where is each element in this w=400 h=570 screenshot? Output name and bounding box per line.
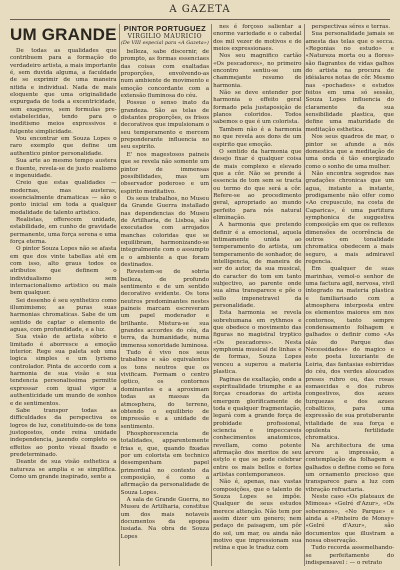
paragraph: Revestem-se de sobria belleza, de profundo sentimento e de um sentido decorativo evidente. Os tons neutros predominantes nestes paineis marcam escreveram um papel moderador e brilhante. Mistura-se sua grandes accordes do céu, da terra, da humanidade, numa immensa sonoridade luminosa. — [120, 269, 210, 349]
paragraph: De todas as qualidades que contribuem para a formação do verdadeiro artista, a mais importante é, sem duvida alguma, a faculdade de se exprimir de uma maneira nitida e individual. Nada de mais eloquente que uma originalidade expurgada de toda a excentricidade, sem exageros, sem formulas pre-estabelecidas, tendo para o ineditismo meios expressivos e fulgente simplicidade. — [10, 48, 117, 135]
article-header — [121, 24, 209, 46]
column-1 — [10, 24, 117, 566]
paragraph: Os seus trabalhos, no Museu da Grande Guerra installado nas dependencias do Museu de Artilharia, de Lisboa, são executados com arrojados manchas coloridas que se equilibram, harmonizando-se integralmente com o assumpto e o ambiente a que foram destinados. — [120, 195, 210, 268]
paragraph: O pintor Souza Lopes não se afasta em que dos vinte tabellas até em com isso, alto graus todos os atributos que definem o individualismo sem internacionalismo artistico ou mais bem qualquer. — [10, 246, 117, 297]
paragraph: Não é, apenas, nas vastas composições, que o talento de Souza Lopes se impõe. Qualquer de seus estudos merece attenção. Não tem por assim dizer um genero; nem pedaço de paisagem, um pôr do sol, um mar, ou ainda não motivo que impressionam sua retina e que le traduz com — [213, 479, 302, 552]
paragraph: Tudo é vivo nos seus trabalhos e são equivalentes os tons neutros que os vivificam. Formam o centro optico, os contornos dominantes e a aproximam todas as massas da atmosphera, do terreno, obtendo o equilibrio de impressão e a unidade de sentimento. — [120, 350, 210, 430]
paragraph: perspectivas séres e terras. — [311, 24, 390, 30]
paragraph: Não encontra segredos nas gradações chronicas que um agua, instante a instante, prodigamente não olfer como «Ao crepusculo, na costa de Caparica», é uma partitura symphonica de suggestiva composição em que os reflexos dimensões de ocorrência de outros em tonalidade chromatica obedecem a mais seguro, a mais admiravel regencia. — [305, 170, 394, 265]
paragraph: O sentido da harmonia que desejo fixar é qualquer coisa de mais complexo e elevado que a côr. Não se prende á essencia de tom sem se tracta ou termo do que será a côr. Refere-se ao procedimento geral, apropriado ao mundo perfeito para nós natural eliminação. — [213, 148, 302, 221]
paragraph: Sabe transpor todas as difficuldades da perspectiva os logros de luz, constituindo-os de tons justopostos, onde reina unidade independencia, jazendo completo os effeitos ao ponto visual fixado e predeterminado. — [10, 407, 117, 458]
article-title: PINTOR PORTUGUEZ — [123, 24, 206, 33]
masthead-rule — [10, 19, 390, 20]
paragraph: Possue o senso inato da grandeza. São as telas de distantes proporções, os frisos decorativos que impulsionam o seu temperamento e mercem preponderante influencia no seu espirito. — [120, 100, 210, 151]
paragraph: Neste caso «Os plateaux de Mimosa» «Gelré d'Azur», «Os soberanos», «No Parque» e ainda a «Pinheiro de Monsy» «Gelré d'Azur», são documentos que illustram a nossa observação. — [305, 494, 394, 545]
paragraph: Sua personalidade jamais se amesta das telas que o secca. «Regonias no estudo» e «Natureza morta ou a flores» são flagrantes de vidas galhos do artista na procura de idéialares notas de côr. Mesmo nas «pochades» e estudos feitos em uma só sessão, Souza Lopes influencia do claramente da sua sensibilidade plastica, que define uma maturidade de meditação esthetica. — [305, 31, 394, 133]
paragraph: Na architectura de uma arvore a impressão, a contemplação da folhagem e galhados o define como se fora um ornamento precioso que transparece para a luz com vibração refractaria. — [305, 442, 394, 493]
article-credit: (De VIII especial para «A Gazeta») — [120, 40, 209, 46]
paragraph: Deante de sua visão esthetica a natureza se amplia e se simplifica. Como um grande inspirado, sente a — [10, 459, 117, 480]
paragraph: Nos seu magnifico cartão «Os pescadores», no primeiro encontro sentiu-se um chammejante resumo de harmonia. — [213, 53, 302, 89]
paragraph: Sua visão de artista sóbrio e limitado é aborresce a emoção interior. Rege sua paleta sob uma logica simples e um lyrismo controlador. Pinta de accordo com a harmonia de sua visão e sua tendencia personalissima permitte expressar com igual vigor a authenticidade um mundo de sonhos e de sentimentos. — [10, 334, 117, 407]
masthead: A GAZETA — [169, 4, 231, 15]
paragraph: Paginas de exaltação, onde a espiritualidade triumphe e as forças creadoras do artista emergem glorificamente de toda e qualquer fragmentação, legará com a grande força de probidade profissional, sciencia e impeccaveis conhecimentos anatomicos, revellam, como potente afirmação dos meritos de seu estylo e que se pode celebrar entre os mais bellos e fortes artistas contemporaneos. — [213, 376, 302, 478]
paragraph: Sua arte ao mesmo tempo austera e fluente, revela-se de justo realismo e ingenuidade. — [10, 158, 117, 179]
paragraph: A sala de Grande Guerra, no Museu de Artilharia, constitue um dos mais notaveis documentos da epopea lusiada. Na obra de Souza Lopes — [120, 496, 210, 540]
paragraph: Creio que estas qualidades — modernas, mas austeras, essencialmente dramaticas — são o ponto inicial em toda a qualquer modalidade de talento artistico. — [10, 180, 117, 216]
paragraph: A harmonia que pretendo definir é a emocional, aquela intimamente unida ao temperamento do artista, um temperamento de sonhador, de intelligencia, de maneira de ser do autor, da sua musical, do caracter do tom em tanto subjectivo, ao parente onde sua alma transparece e põe o sello impenetravel da personalidade. — [213, 222, 302, 310]
paragraph: Não se deve entender por harmonia o effeito geral formado pela justaposição de planos coloridos. Todos sabemos o que é um colorista. — [213, 90, 302, 126]
paragraph: Nos seus quadros de mar, o pintor se afunde a nós domestica que a meditação de uma onda é tão energizado como o sonho de uma mulher. — [305, 134, 394, 170]
column-4 — [306, 24, 394, 566]
paragraph: Vou encontrar em Souza Lopes o raro exemplo que define um authentico pintor personalidade. — [10, 136, 117, 157]
paragraph: Tambem não é a harmonia no que revela aos dons de um espirito que emoção. — [213, 126, 302, 148]
paragraph: Realistas, offerecem unidade, estabilidade, em cunho de gravidade permanente, uma força serena e uma força eterna. — [10, 216, 117, 245]
article-author: VIRGILIO MAURICIO — [127, 33, 203, 40]
paragraph: Tudo recorda assemelhando-se perfeitamente do indispensavel : — o retrato — [305, 545, 394, 567]
article-headline: UM GRANDE — [10, 25, 117, 44]
paragraph: Sei desenho é seu synthetico como illumimismo; as puras suas harmonias chromaticas. Sabe de um sentido de captar o elemento de aguas, com profundidade, e a luz. — [10, 297, 117, 334]
paragraph: Phosphorescencia de totalidades, apparentemente frias e, que, quando fixadas por um colorista em technico desempenham papel primordial no contexto da composição, é como a afirmação da personalidade de Souza Lopes. — [120, 430, 210, 496]
paragraph: belleza, sabe discernir, de prompto, as formas essenciaes das coisas com exaltadas proporções, envolvendo-as num ambiente de movimento e emoção concordante com a extensão fluminosa do céu. — [120, 49, 210, 100]
column-2 — [121, 24, 209, 566]
article-columns — [10, 24, 394, 566]
paragraph: nes é forçoso salientar a enorme variedade e o cabedal dos mil vezer de motivos e de meios expressionaes. — [213, 24, 302, 53]
paragraph: Em qualquer de suas marinhas, vemol-o senhor de uma factura agil, nervosa, vivil integrado na materia plastica e familiarisado com a atmosphera interposta entre os elementos maiores em nos contornos, tanto sempre condensamento folhagem e galhados o definir como «As olás do Parque das Necessidades» do magico e este poeta luxuriante de Leiria, das fantasias esbirridas do céu, dos verdes aloucados preses rubro ou, das rosas esmaecidas e dos rubros congestivos, dos azues turquezas e dos azues cobalticos, para uma expressão de sua protuberante vitalidade de sua força e opulenta fertilidade chromatica. — [305, 266, 394, 442]
paragraph: Esta harmonia se revela sobrehumana em rythmos e que obedece o movimento das figuras no magistral tryptico «Os pescadores». Nesta symphonia musical de linhas e de formas, Souza Lopes venceu a superou a materia plastica. — [213, 310, 302, 376]
paragraph: E' nos magestosos paineis que se revela não somente um pintor de immensas possibilidades, mas um observador poderoso e um espirito meditativo. — [120, 151, 210, 195]
column-3 — [213, 24, 301, 566]
